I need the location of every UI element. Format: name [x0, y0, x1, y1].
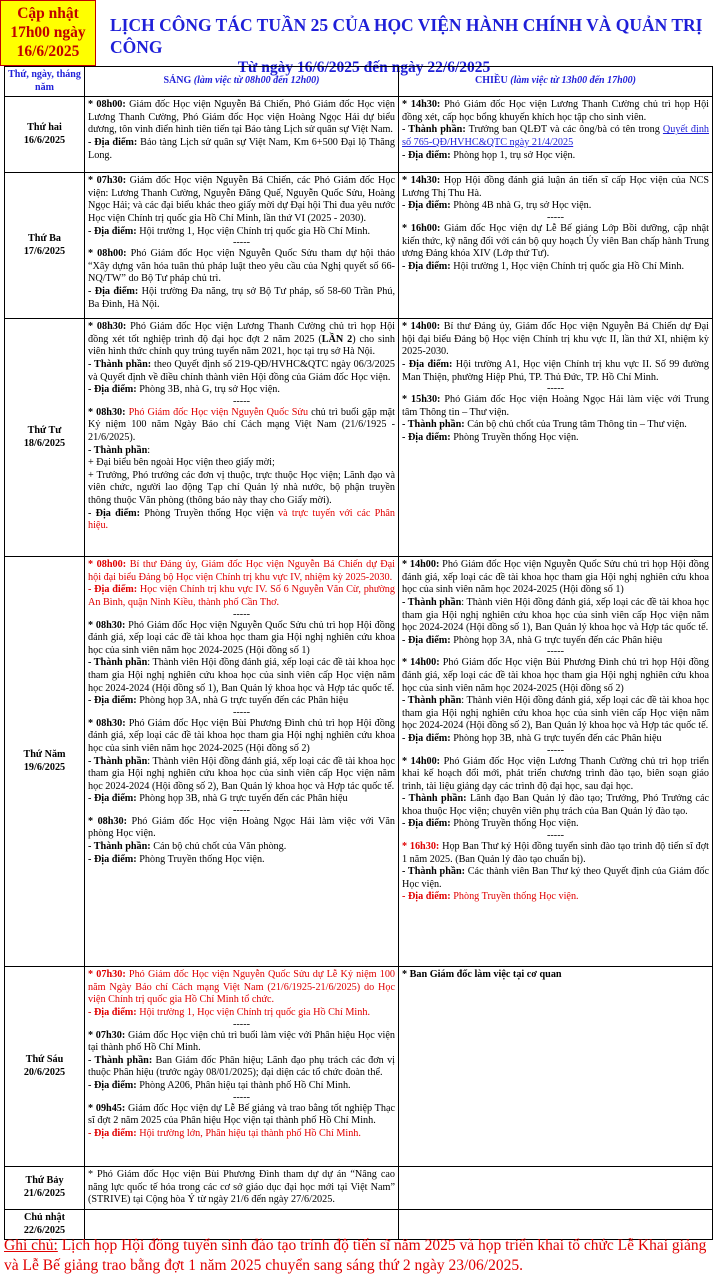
location-text: Phòng họp 1, trụ sở Học viện.	[450, 149, 576, 161]
event-time: * 14h00:	[402, 755, 441, 767]
event-entry	[88, 175, 395, 225]
day-date: 16/6/2025	[23, 134, 66, 146]
event-entry	[88, 969, 395, 1007]
afternoon-cell	[399, 173, 713, 319]
col-day-header: Thứ, ngày, tháng năm	[5, 67, 85, 97]
event-time: * 08h30:	[88, 321, 127, 333]
event-text: Phó Giám đốc Học viện Lương Thanh Cường chủ trì họp Hội đồng xét tốt nghiệp trình độ đại học đợt 2 năm 2025 (	[88, 321, 395, 345]
event-location	[402, 891, 709, 904]
event-participants	[402, 695, 709, 733]
event-location	[402, 432, 709, 445]
location-label: - Địa điểm:	[402, 634, 451, 646]
event-time: * 07h30:	[88, 969, 126, 981]
event-location	[88, 1128, 395, 1141]
event-entry	[402, 559, 709, 597]
event-location	[88, 1007, 395, 1020]
event-text: chủ trì buổi gặp mặt Kỷ niệm 100 năm Ngày Báo chí Cách mạng Việt Nam (21/6/1925 - 21/6/2025).	[88, 406, 396, 443]
page-title: LỊCH CÔNG TÁC TUẦN 25 CỦA HỌC VIỆN HÀNH CHÍNH VÀ QUẢN TRỊ CÔNG	[110, 15, 703, 57]
event-time: * 08h00:	[88, 559, 127, 571]
note-text: Lịch họp Hội đồng tuyển sinh đào tạo trình độ tiến sĩ năm 2025 và họp triển khai tổ chức Lễ Khai giảng và Lễ Bế giảng trao bằng đợt 1 năm 2025 chuyển sang sáng thứ 2 ngày 23/06/2025.	[4, 1237, 707, 1274]
location-label: - Địa điểm:	[88, 1079, 137, 1091]
footnote	[4, 1236, 716, 1276]
location-text: Học viện Chính trị khu vực IV. Số 6 Nguyễn Văn Cừ, phường An Bình, quận Ninh Kiều, thành phố Cần Thơ.	[88, 584, 395, 608]
morning-cell	[85, 1167, 399, 1210]
event-time: * 15h30:	[402, 394, 441, 406]
event-location	[402, 733, 709, 746]
schedule-table	[4, 66, 713, 1240]
participants-label: - Thành phần	[88, 444, 148, 456]
event-time: * 08h30:	[88, 619, 126, 631]
day-date: 17/6/2025	[23, 245, 66, 257]
location-text: Phòng Truyền thống Học viện.	[450, 431, 579, 443]
location-text: Hội trường A1, Học viện Chính trị khu vực II. Số 99 đường Man Thiện, phường Hiệp Phú, TP. Thủ Đức, TP. Hồ Chí Minh.	[402, 358, 709, 383]
table-header-row	[5, 67, 713, 97]
event-text: Bí thư Đảng ủy, Giám đốc Học viện Nguyễn Bá Chiến dự Đại hội đại biểu Đảng bộ Học viện Chính trị khu vực II, lần thứ XI, nhiệm kỳ 2025-2030.	[402, 321, 710, 358]
day-cell	[5, 319, 85, 557]
table-row	[5, 173, 713, 319]
separator: -----	[233, 237, 250, 249]
event-entry	[88, 321, 395, 359]
participants-text: Cán bộ chủ chốt của Trung tâm Thông tin – Thư viện.	[464, 419, 687, 431]
event-location	[88, 1080, 395, 1093]
event-participants	[402, 597, 709, 635]
day-name: Thứ Năm	[23, 749, 66, 761]
badge-line-3: 16/6/2025	[16, 43, 80, 60]
separator: -----	[547, 646, 564, 658]
event-time: * 16h30:	[402, 841, 440, 853]
location-label: - Địa điểm:	[88, 225, 137, 237]
separator: -----	[233, 804, 250, 816]
day-cell	[5, 557, 85, 967]
afternoon-cell	[399, 97, 713, 173]
participants-text: : Thành viên Hội đồng đánh giá, xếp loại các đề tài khoa học tham gia Hội nghị nghiên cứu khoa học của sinh viên cấp Học viện năm học 2024-2024 (Hội đồng số 1), Ban Quản lý khoa học và Hợp tác quốc tế.	[88, 657, 395, 694]
event-location	[402, 359, 709, 384]
event-participants	[402, 793, 709, 818]
participants-label: - Thành phần:	[88, 358, 152, 370]
location-text: Phòng Truyền thống Học viện.	[136, 853, 265, 865]
event-time: * 08h30:	[88, 406, 126, 418]
participants-text: Lãnh đạo Ban Quản lý đào tạo; Trưởng, Phó Trưởng các khoa thuộc Học viện; chuyên viên phụ trách của Ban Quản lý đào tạo.	[402, 793, 709, 817]
event-text: Phó Giám đốc Học viện Bùi Phương Đình chủ trì họp Hội đồng đánh giá, xếp loại các đề tài khoa học tham gia Hội nghị nghiên cứu khoa học của sinh viên năm học 2024-2025 (Hội đồng số 2)	[88, 717, 395, 754]
event-participants	[88, 657, 395, 695]
participants-label: - Thành phần:	[402, 866, 466, 878]
event-entry	[402, 394, 709, 419]
event-time: * 08h00:	[88, 99, 126, 111]
day-name: Thứ Tư	[27, 425, 62, 437]
event-entry	[88, 99, 395, 137]
col-morning-header	[85, 67, 399, 97]
day-date: 18/6/2025	[23, 437, 66, 449]
afternoon-cell	[399, 967, 713, 1167]
event-entry	[88, 620, 395, 658]
event-entry: * Phó Giám đốc Học viện Bùi Phương Đình tham dự dự án “Nâng cao năng lực quốc tế hóa trong các cơ sở giáo dục đại học mới tại Việt Nam” (STRIVE) tại Cộng hòa Ý từ ngày 21/6 đến ngày 27/6/2025.	[88, 1169, 395, 1206]
event-entry	[88, 407, 395, 445]
event-time: * 08h00:	[88, 248, 127, 260]
afternoon-cell	[399, 1167, 713, 1210]
location-label: - Địa điểm:	[402, 260, 451, 272]
event-emphasis: LẦN 2	[321, 333, 353, 345]
participants-label: - Thành phần	[88, 657, 148, 669]
location-label: - Địa điểm:	[402, 149, 451, 161]
location-text: Phòng Truyền thống Học viện.	[450, 891, 579, 903]
event-location	[88, 793, 395, 806]
event-location	[88, 695, 395, 708]
location-text: Phòng họp 3B, nhà G trực tuyến đến các Phân hiệu	[136, 793, 348, 805]
day-cell	[5, 1167, 85, 1210]
day-name: Thứ Bảy	[25, 1175, 64, 1187]
separator: -----	[233, 1091, 250, 1103]
event-entry	[88, 1030, 395, 1055]
location-label: - Địa điểm:	[88, 695, 137, 707]
event-text: Phó Giám đốc Học viện Nguyễn Quốc Sửu chủ trì họp Hội đồng đánh giá, xếp loại các đề tài khoa học tham gia Hội nghị nghiên cứu khoa học của sinh viên năm học 2024-2025 (Hội đồng số 1)	[402, 559, 710, 596]
event-text: Giám đốc Học viện Nguyễn Bá Chiến, các Phó Giám đốc Học viện: Lương Thanh Cường, Nguyễn Đăng Quế, Nguyễn Quốc Sửu, Hoàng Ngọc Hải; và các đại biểu khác theo giấy mời dự Đại hội Thi đua yêu nước Học viện Chính trị quốc gia Hồ Chí Minh, lần thứ VI (2025 - 2030).	[88, 175, 396, 224]
note-label: Ghi chú:	[4, 1237, 58, 1254]
participants-label: - Thành phần:	[88, 1054, 153, 1066]
location-label: - Địa điểm:	[88, 136, 138, 148]
event-participants	[402, 124, 709, 149]
day-name: Chủ nhật	[23, 1211, 66, 1223]
participants-label: - Thành phần	[88, 755, 148, 767]
day-date: 19/6/2025	[23, 761, 66, 773]
day-name: Thứ Ba	[27, 233, 61, 245]
participants-text: Ban Giám đốc Phân hiệu; Lãnh đạo phụ trách các đơn vị thuộc Phân hiệu (trước ngày 08/01/2025); đại diện các tổ chức đoàn thể.	[88, 1054, 395, 1079]
separator: -----	[547, 383, 564, 395]
location-label: - Địa điểm:	[88, 584, 138, 596]
day-date: 22/6/2025	[23, 1224, 66, 1236]
location-label: - Địa điểm:	[402, 891, 451, 903]
afternoon-cell	[399, 557, 713, 967]
participants-label: - Thành phần:	[402, 419, 465, 431]
participants-text: theo Quyết định số 219-QĐ/HVHC&QTC ngày 06/3/2025 và Quyết định về điều chỉnh thành viên Hội đồng của Giám đốc Học viện.	[88, 358, 395, 383]
page-subtitle: Từ ngày 16/6/2025 đến ngày 22/6/2025	[237, 59, 491, 76]
participants-label: - Thành phần	[402, 596, 462, 608]
location-text: Phòng Truyền thống Học viện	[140, 507, 274, 519]
event-time: * 08h30:	[88, 815, 128, 827]
location-label: - Địa điểm:	[88, 507, 141, 519]
day-cell	[5, 97, 85, 173]
event-entry	[402, 321, 709, 359]
location-text: Phòng 4B nhà G, trụ sở Học viện.	[450, 200, 592, 212]
event-text: Giám đốc Học viện dự Lễ Bế giảng Lớp Bồi dưỡng, cập nhật kiến thức, kỹ năng đối với cán bộ quy hoạch Ủy viên Ban chấp hành Trung ương Đảng khóa XIV (Lớp thứ Tư).	[402, 222, 709, 260]
col-afternoon-header	[399, 67, 713, 97]
event-time: * Ban Giám đốc làm việc tại cơ quan	[402, 969, 562, 981]
event-time: * 14h00:	[402, 321, 441, 333]
event-entry	[88, 718, 395, 756]
day-date: 20/6/2025	[23, 1066, 66, 1078]
morning-hours: (làm việc từ 08h00 đến 12h00)	[193, 75, 320, 87]
location-label: - Địa điểm:	[402, 358, 453, 370]
day-name: Thứ hai	[27, 122, 62, 134]
location-label: - Địa điểm:	[88, 853, 137, 865]
event-participants	[88, 359, 395, 384]
event-text: Họp Hội đồng đánh giá luận án tiến sĩ cấp Học viện của NCS Lương Thị Thu Hà.	[402, 175, 710, 199]
event-time: * 07h30:	[88, 175, 127, 187]
separator: -----	[547, 830, 564, 842]
event-text-cont: ) cho sinh viên hình thức chính quy trúng tuyển năm 2021, học tại trụ sở Hà Nội.	[88, 333, 395, 358]
morning-cell	[85, 173, 399, 319]
event-location	[88, 384, 395, 397]
morning-cell	[85, 557, 399, 967]
participants-label: - Thành phần:	[402, 124, 466, 136]
participants-label: - Thành phần:	[402, 793, 467, 805]
location-text: Hội trường 1, Học viện Chính trị quốc gia Hồ Chí Minh.	[136, 225, 370, 237]
event-time: * 14h30:	[402, 99, 441, 111]
event-text: Họp Ban Thư ký Hội đồng tuyển sinh đào tạo trình độ tiến sĩ đợt 1 năm 2025. (Ban Quản lý đào tạo chuẩn bị).	[402, 841, 709, 865]
separator: -----	[233, 1018, 250, 1030]
day-cell	[5, 173, 85, 319]
location-label: - Địa điểm:	[402, 732, 451, 744]
event-participants	[88, 1055, 395, 1080]
event-text: Phó Giám đốc Học viện Hoàng Ngọc Hải làm việc với Văn phòng Học viện.	[88, 815, 395, 840]
event-location	[88, 584, 395, 609]
location-label: - Địa điểm:	[402, 431, 451, 443]
location-label: - Địa điểm:	[88, 1006, 137, 1018]
event-time: * 14h30:	[402, 175, 441, 187]
participants-text: Các thành viên Ban Thư ký theo Quyết định của Giám đốc Học viện.	[402, 866, 710, 890]
event-time: * 16h00:	[402, 222, 441, 234]
event-text: Giám đốc Học viện chủ trì buổi làm việc với Phân hiệu Học viện tại thành phố Hồ Chí Minh.	[88, 1029, 395, 1054]
event-entry	[402, 223, 709, 261]
event-entry	[88, 1103, 395, 1128]
location-text: Hội trường Đa năng, trụ sở Bộ Tư pháp, số 58-60 Trần Phú, Ba Đình, Hà Nội.	[88, 285, 395, 310]
event-location	[88, 854, 395, 867]
event-text: Giám đốc Học viện dự Lễ Bế giảng và trao bằng tốt nghiệp Thạc sĩ đợt 2 năm 2025 của Phân hiệu Học viện tại thành phố Hồ Chí Minh.	[88, 1102, 395, 1127]
participants-label: - Thành phần:	[88, 841, 151, 853]
separator: -----	[547, 211, 564, 223]
participants-text: : Thành viên Hội đồng đánh giá, xếp loại các đề tài khoa học tham gia Hội nghị nghiên cứu khoa học của sinh viên cấp Học viện năm học 2024-2024 (Hội đồng số 2), Ban Quản lý khoa học và Hợp tác quốc tế.	[402, 695, 709, 732]
location-text: Phòng 3B, nhà G, trụ sở Học viện.	[136, 384, 280, 396]
participants-text: :	[147, 444, 151, 456]
location-text: Hội trường 1, Học viện Chính trị quốc gia Hồ Chí Minh.	[450, 260, 684, 272]
morning-label: SÁNG	[163, 75, 192, 87]
participants-text: Cán bộ chủ chốt của Văn phòng.	[150, 841, 287, 853]
location-text: Hội trường 1, Học viện Chính trị quốc gia Hồ Chí Minh.	[136, 1006, 370, 1018]
event-entry	[402, 969, 709, 982]
location-label: - Địa điểm:	[88, 793, 137, 805]
event-entry	[88, 248, 395, 286]
location-text: Phòng A206, Phân hiệu tại thành phố Hồ Chí Minh.	[136, 1079, 351, 1091]
day-name: Thứ Sáu	[25, 1054, 64, 1066]
event-entry	[402, 99, 709, 124]
location-label: - Địa điểm:	[88, 285, 139, 297]
participants-text: : Thành viên Hội đồng đánh giá, xếp loại các đề tài khoa học tham gia Hội nghị nghiên cứu khoa học của sinh viên cấp Học viện năm học 2024-2024 (Hội đồng số 1), Ban Quản lý khoa học và Hợp tác quốc tế.	[402, 596, 709, 634]
event-time: * 14h00:	[402, 559, 440, 571]
event-entry	[88, 559, 395, 584]
location-label: - Địa điểm:	[402, 818, 451, 830]
event-entry	[88, 816, 395, 841]
morning-cell	[85, 97, 399, 173]
afternoon-cell	[399, 319, 713, 557]
morning-cell	[85, 967, 399, 1167]
morning-cell	[85, 319, 399, 557]
participants-text: Trưởng ban QLĐT và các ông/bà có tên trong	[465, 124, 663, 136]
table-row	[5, 319, 713, 557]
location-label: - Địa điểm:	[402, 200, 451, 212]
event-participants	[88, 841, 395, 854]
location-highlight: và trực tuyến với các Phân hiệu.	[88, 507, 395, 532]
day-date: 21/6/2025	[23, 1188, 66, 1200]
event-time: * 08h30:	[88, 717, 126, 729]
event-text: Phó Giám đốc Học viện Lương Thanh Cường chủ trì họp Hội đồng xét, cấp học bổng khuyến khích học tập cho sinh viên.	[402, 99, 709, 123]
participants-line: + Trưởng, Phó trưởng các đơn vị thuộc, trực thuộc Học viện; Lãnh đạo và viên chức, người lao động Tạp chí Quản lý nhà nước, bộ phận truyền thông thuộc Văn phòng (thông báo này thay cho Giấy mời).	[88, 469, 395, 506]
separator: -----	[547, 744, 564, 756]
event-time: * 07h30:	[88, 1029, 126, 1041]
event-participants	[88, 445, 395, 458]
location-label: - Địa điểm:	[88, 1127, 137, 1139]
participants-label: - Thành phần	[402, 695, 462, 707]
day-cell	[5, 967, 85, 1167]
event-time: * 09h45:	[88, 1102, 126, 1114]
table-row	[5, 97, 713, 173]
event-location	[402, 150, 709, 163]
separator: -----	[233, 608, 250, 620]
event-participants	[402, 866, 709, 891]
separator: -----	[233, 395, 250, 407]
event-entry	[402, 175, 709, 200]
location-text: Phòng họp 3A, nhà G trực tuyến đến các Phân hiệu	[450, 634, 663, 646]
event-text: Phó Giám đốc Học viện Nguyễn Quốc Sửu chủ trì họp Hội đồng đánh giá, xếp loại các đề tài khoa học tham gia Hội nghị nghiên cứu khoa học của sinh viên năm học 2024-2025 (Hội đồng số 1)	[88, 619, 396, 656]
decision-link[interactable]: Quyết định số 765-QĐ/HVHC&QTC ngày 21/4/2025	[402, 124, 710, 148]
location-text: Bảo tàng Lịch sử quân sự Việt Nam, Km 6+500 Đại lộ Thăng Long.	[88, 136, 395, 161]
badge-line-1: Cập nhật	[17, 5, 79, 22]
event-location	[88, 508, 395, 533]
location-text: Hội trường lớn, Phân hiệu tại thành phố Hồ Chí Minh.	[136, 1127, 361, 1139]
event-text: Phó Giám đốc Học viện Nguyễn Quốc Sửu tham dự hội thảo “Xây dựng văn hóa tuân thủ pháp luật theo yêu cầu của Nghị quyết số 66-NQ/TW” do Bộ Tư pháp chủ trì.	[88, 248, 395, 285]
afternoon-label: CHIỀU	[475, 75, 508, 87]
badge-line-2: 17h00 ngày	[10, 24, 86, 41]
location-text: Phòng họp 3A, nhà G trực tuyến đến các Phân hiệu	[136, 695, 349, 707]
event-time: * 14h00:	[402, 657, 440, 669]
event-text: Giám đốc Học viện Nguyễn Bá Chiến, Phó Giám đốc Học viện Lương Thanh Cường, Phó Giám đốc Học viện Hoàng Ngọc Hải dự biểu dương, tôn vinh điển hình tiên tiến tại Bảo tàng Lịch sử quân sự Việt Nam.	[88, 99, 395, 136]
participants-text: : Thành viên Hội đồng đánh giá, xếp loại các đề tài khoa học tham gia Hội nghị nghiên cứu khoa học của sinh viên cấp Học viện năm học 2024-2024 (Hội đồng số 2), Ban Quản lý khoa học và Hợp tác quốc tế.	[88, 755, 395, 792]
separator: -----	[233, 706, 250, 718]
afternoon-hours: (làm việc từ 13h00 đến 17h00)	[510, 75, 636, 87]
event-participants	[88, 756, 395, 794]
event-entry	[402, 841, 709, 866]
event-text: Phó Giám đốc Học viện Bùi Phương Đình chủ trì họp Hội đồng đánh giá, xếp loại các đề tài khoa học tham gia Hội nghị nghiên cứu khoa học của sinh viên năm học 2024-2025 (Hội đồng số 2)	[402, 657, 709, 694]
event-entry	[402, 756, 709, 794]
event-text: Bí thư Đảng ủy, Giám đốc Học viện Nguyễn Bá Chiến dự Đại hội đại biểu Đảng bộ Học viện Chính trị khu vực IV, nhiệm kỳ 2025-2030.	[88, 559, 396, 583]
event-text: Phó Giám đốc Học viện Hoàng Ngọc Hải làm việc với Trung tâm Thông tin – Thư viện.	[402, 394, 709, 418]
event-text: Phó Giám đốc Học viện Nguyễn Quốc Sửu dự Lễ Kỷ niệm 100 năm Ngày Báo chí Cách mạng Việt Nam (21/6/1925-21/6/2025) do Học viện Chính trị quốc gia Hồ Chí Minh tổ chức.	[88, 969, 396, 1006]
event-entry	[402, 657, 709, 695]
participants-line: + Đại biểu bên ngoài Học viện theo giấy mời;	[88, 457, 275, 469]
location-label: - Địa điểm:	[88, 384, 137, 396]
table-row	[5, 1167, 713, 1210]
location-text: Phòng Truyền thống Học viện.	[450, 818, 579, 830]
event-location	[88, 137, 395, 162]
table-row	[5, 557, 713, 967]
event-location	[402, 261, 709, 274]
location-text: Phòng họp 3B, nhà G trực tuyến đến các Phân hiệu	[450, 732, 662, 744]
event-location	[88, 286, 395, 311]
event-participants	[402, 419, 709, 432]
update-badge	[0, 0, 96, 66]
event-highlight: Phó Giám đốc Học viện Nguyễn Quốc Sửu	[125, 406, 309, 418]
table-row	[5, 967, 713, 1167]
event-text: Phó Giám đốc Học viện Lương Thanh Cường chủ trì họp triển khai kế hoạch đổi mới, phát triển chương trình đào tạo, biên soạn giáo trình, tài liệu giảng dạy các trình độ đại học, sau đại học.	[402, 755, 709, 792]
